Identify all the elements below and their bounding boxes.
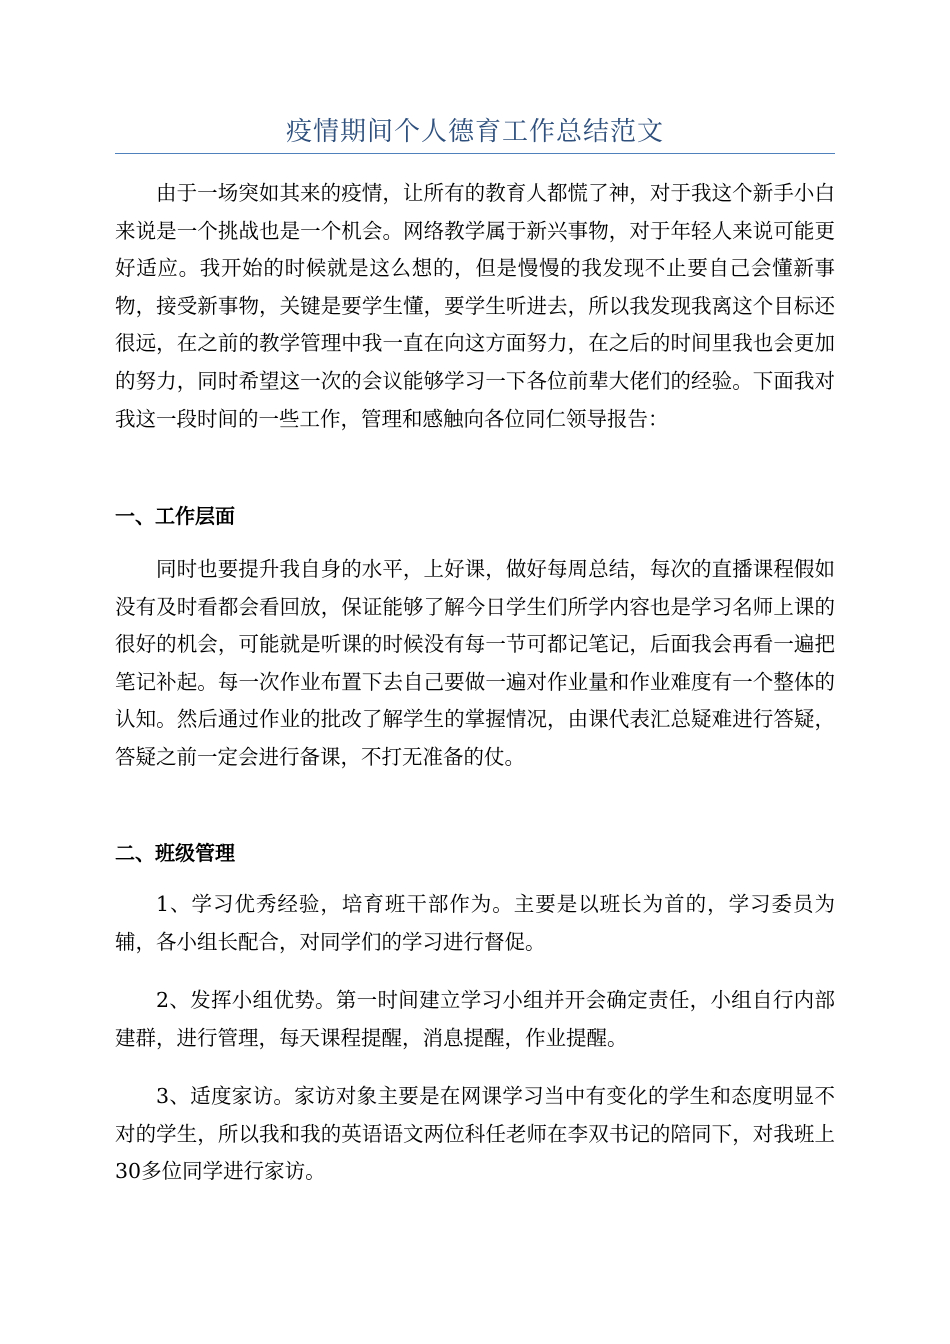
document-title: 疫情期间个人德育工作总结范文 xyxy=(285,117,664,147)
intro-paragraph: 由于一场突如其来的疫情，让所有的教育人都慌了神，对于我这个新手小白来说是一个挑战也是一个机会。网络教学属于新兴事物，对于年轻人来说可能更好适应。我开始的时候就是这么想的，但是慢慢的我发现不止要自己会懂新事物，接受新事物，关键是要学生懂，要学生听进去，所以我发现我离这个目标还很远，在之前的教学管理中我一直在向这方面努力，在之后的时间里我也会更加的努力，同时希望这一次的会议能够学习一下各位前辈大佬们的经验。下面我对我这一段时间的一些工作，管理和感触向各位同仁领导报告： xyxy=(115,181,835,431)
section-heading-class-management: 二、班级管理 xyxy=(115,841,235,865)
title-underline xyxy=(115,153,835,154)
class-management-item-2: 2、发挥小组优势。第一时间建立学习小组并开会确定责任，小组自行内部建群，进行管理，每天课程提醒，消息提醒，作业提醒。 xyxy=(115,988,835,1050)
work-paragraph: 同时也要提升我自身的水平，上好课，做好每周总结，每次的直播课程假如没有及时看都会看回放，保证能够了解今日学生们所学内容也是学习名师上课的很好的机会，可能就是听课的时候没有每一节可都记笔记，后面我会再看一遍把笔记补起。每一次作业布置下去自己要做一遍对作业量和作业难度有一个整体的认知。然后通过作业的批改了解学生的掌握情况，由课代表汇总疑难进行答疑，答疑之前一定会进行备课，不打无准备的仗。 xyxy=(115,557,835,769)
class-management-item-1: 1、学习优秀经验，培育班干部作为。主要是以班长为首的，学习委员为辅，各小组长配合，对同学们的学习进行督促。 xyxy=(115,892,835,954)
section-heading-work: 一、工作层面 xyxy=(115,504,235,528)
class-management-item-3: 3、适度家访。家访对象主要是在网课学习当中有变化的学生和态度明显不对的学生，所以我和我的英语语文两位科任老师在李双书记的陪同下，对我班上30多位同学进行家访。 xyxy=(115,1084,835,1184)
